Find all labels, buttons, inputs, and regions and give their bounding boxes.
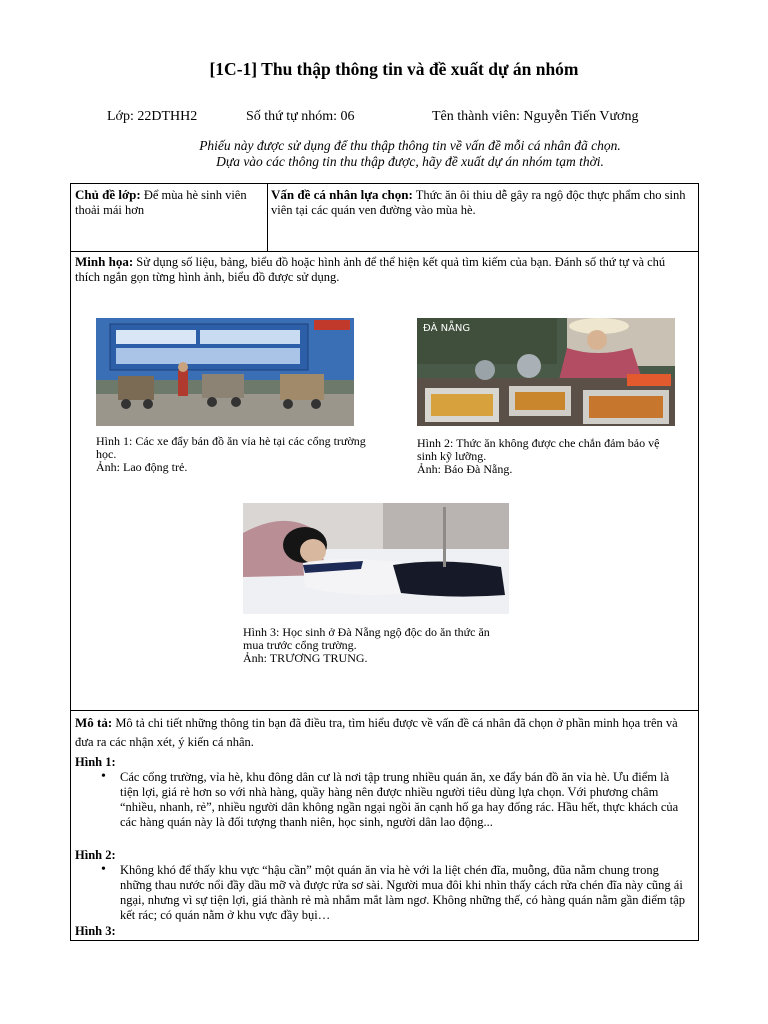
figure-2-caption-text: Hình 2: Thức ăn không được che chắn đảm bảo vệ sinh kỹ lưỡng.: [417, 436, 660, 463]
uncovered-food-image: [417, 318, 675, 426]
figure-1-photo: [96, 318, 354, 426]
member-label: Tên thành viên: Nguyễn Tiến Vương: [432, 109, 639, 124]
description-text: Mô tả chi tiết những thông tin bạn đã điều tra, tìm hiểu được về vấn đề cá nhân đã chọn ở phần minh họa trên và đưa ra các nhận xét, ý kiến cá nhân.: [75, 716, 678, 749]
figure-1-caption: [96, 435, 366, 474]
figure-2-photo: [417, 318, 675, 426]
street-cart-image: [96, 318, 354, 426]
figure-3-caption: [243, 626, 513, 665]
description-label: Mô tả:: [75, 715, 113, 730]
figure-1-caption-text: Hình 1: Các xe đẩy bán đồ ăn vỉa hè tại các cổng trường học.: [96, 434, 366, 461]
figure-2-credit: Ảnh: Báo Đà Nẵng.: [417, 462, 513, 476]
figure-3-photo: [243, 503, 509, 614]
section-1-heading: Hình 1:: [75, 755, 116, 769]
bullet-icon: •: [101, 862, 106, 877]
illustration-label: Minh họa:: [75, 254, 134, 269]
photo-watermark: ĐÀ NẴNG: [423, 323, 471, 334]
illustration-instructions: [75, 254, 693, 285]
row-divider: [71, 251, 698, 252]
row-divider: [71, 710, 698, 711]
section-1-bullet: Các cổng trường, vỉa hè, khu đông dân cư là nơi tập trung nhiều quán ăn, xe đẩy bán đồ ăn vỉa hè. Ưu điểm là tiện lợi, giá rẻ hơn so với nhà hàng, quầy hàng nên được nhiều người tiêu dùng lựa chọn. Với phương châm “nhiều, nhanh, rẻ”, nhiều người dân không ngần ngại ngồi ăn cạnh hố ga hay đống rác. Hầu hết, thực khách của các hàng quán này là đối tượng thanh niên, học sinh, người dân lao động...: [120, 770, 679, 829]
illustration-text: Sử dụng số liệu, bảng, biểu đồ hoặc hình ảnh để thể hiện kết quả tìm kiếm của bạn. Đánh số thứ tự và chú thích ngắn gọn từng hình ảnh, biểu đồ được sử dụng.: [75, 255, 666, 284]
figure-3-credit: Ảnh: TRƯƠNG TRUNG.: [243, 651, 368, 665]
figure-2-caption: [417, 437, 681, 476]
description-instructions: [75, 713, 693, 752]
column-divider: [267, 184, 268, 251]
issue-text: Thức ăn ôi thiu dễ gây ra ngộ độc thực phẩm cho sinh viên tại các quán ven đường vào mùa hè.: [271, 188, 686, 217]
class-label: Lớp: 22DTHH2: [107, 109, 198, 124]
issue-cell: [271, 187, 691, 218]
instructions: [70, 138, 750, 170]
figure-3-caption-text: Hình 3: Học sinh ở Đà Nẵng ngộ độc do ăn thức ăn mua trước cổng trường.: [243, 625, 490, 652]
section-2-bullet: Không khó để thấy khu vực “hậu cần” một quán ăn vỉa hè với la liệt chén đĩa, muỗng, đũa nằm chung trong những thau nước nổi đầy dầu mỡ và được rửa sơ sài. Người mua đôi khi nhìn thấy cách rửa chén đĩa này cũng ái ngại, nhưng vì sự tiện lợi, giá thành rẻ mà nhắm mắt làm ngơ. Không những thế, có hàng quán nằm gần điểm tập kết rác; có quán nằm ở khu vực đầy bụi…: [120, 863, 686, 922]
topic-text: Để mùa hè sinh viên thoải mái hơn: [75, 188, 247, 217]
instructions-line-2: Dựa vào các thông tin thu thập được, hãy đề xuất dự án nhóm tạm thời.: [216, 154, 604, 169]
figure-1-credit: Ảnh: Lao động trẻ.: [96, 460, 188, 474]
form-table: [70, 183, 699, 941]
section-2-heading: Hình 2:: [75, 848, 116, 862]
bullet-icon: •: [101, 769, 106, 784]
topic-cell: [75, 187, 263, 218]
group-label: Số thứ tự nhóm: 06: [246, 109, 355, 124]
topic-label: Chủ đề lớp:: [75, 187, 141, 202]
section-3-heading: Hình 3:: [75, 924, 116, 938]
page-title: [1C-1] Thu thập thông tin và đề xuất dự án nhóm: [209, 59, 579, 79]
instructions-line-1: Phiếu này được sử dụng để thu thập thông tin về vấn đề mỗi cá nhân đã chọn.: [199, 138, 621, 153]
issue-label: Vấn đề cá nhân lựa chọn:: [271, 187, 413, 202]
hospital-patient-image: [243, 503, 509, 614]
